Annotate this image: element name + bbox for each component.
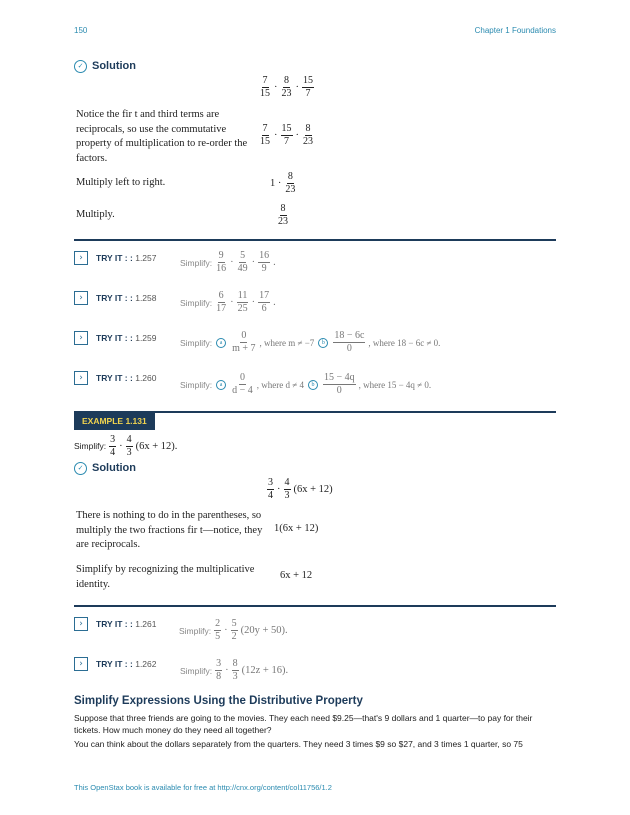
try-it-problem: Simplify: $\frac{2}{5}$ · $\frac{5}{2}$ (20y + 50). <box>179 618 288 642</box>
chevron-right-icon: › <box>74 617 88 631</box>
try-it-label: TRY IT : : 1.261 <box>96 619 157 629</box>
check-circle-icon: ✓ <box>74 60 87 73</box>
solution-step-3-text: Multiply. <box>76 209 115 220</box>
try-it-problem: Simplify: $\frac{3}{8}$ · $\frac{8}{3}$ (12z + 16). <box>180 658 289 682</box>
try-it-label: TRY IT : : 1.259 <box>96 333 157 343</box>
chevron-right-icon: › <box>74 331 88 345</box>
solution-step-2-expression: 1 · $\frac{8}{23}$ <box>270 171 296 195</box>
solution-step-1-text: Notice the fir t and third terms are reciprocals, so use the commutative property of multiplication to re-order the factors. <box>76 109 248 164</box>
page-number: 150 <box>74 26 88 35</box>
try-it-label: TRY IT : : 1.257 <box>96 253 157 263</box>
solution-step-3-expression: $\frac{8}{23}$ <box>278 203 288 227</box>
check-circle-icon: ✓ <box>74 462 87 475</box>
footer-link[interactable]: This OpenStax book is available for free at http://cnx.org/content/col11756/1.2 <box>74 783 332 792</box>
try-it-label: TRY IT : : 1.262 <box>96 659 157 669</box>
solution-heading: Solution <box>92 462 136 474</box>
example-step-0-expression: $\frac{3}{4}$ · $\frac{4}{3}$ (6x + 12) <box>268 477 333 501</box>
solution-step-0-expression: $\frac{7}{15}$ · $\frac{8}{23}$ · $\frac{15}{7}$ <box>260 75 313 99</box>
try-it-label: TRY IT : : 1.258 <box>96 293 157 303</box>
section-title: Simplify Expressions Using the Distributive Property <box>74 695 363 707</box>
example-label: EXAMPLE 1.131 <box>74 412 155 430</box>
try-it-problem: Simplify: a $\frac{0}{d - 4}$ , where d ≠ 4 b $\frac{15 - 4q}{0}$ , where 15 − 4q ≠ 0. <box>180 372 432 396</box>
try-it-label: TRY IT : : 1.260 <box>96 373 157 383</box>
chevron-right-icon: › <box>74 291 88 305</box>
chapter-title: Chapter 1 Foundations <box>474 26 556 35</box>
solution-heading: Solution <box>92 60 136 72</box>
example-step-2-text: Simplify by recognizing the multiplicative identity. <box>76 564 255 590</box>
section-divider <box>74 239 556 241</box>
try-it-problem: Simplify: a $\frac{0}{m + 7}$ , where m ≠ −7 b $\frac{18 - 6c}{0}$ , where 18 − 6c ≠ 0. <box>180 330 441 354</box>
example-prompt: Simplify: $\frac{3}{4}$ · $\frac{4}{3}$ (6x + 12). <box>74 434 178 458</box>
example-divider <box>74 411 556 413</box>
section-paragraph-1: Suppose that three friends are going to the movies. They each need $9.25—that's 9 dollars and 1 quarter—to pay for their tickets. How much money do they need all together? <box>74 713 533 735</box>
solution-step-1-expression: $\frac{7}{15}$ · $\frac{15}{7}$ · $\frac{8}{23}$ <box>260 123 313 147</box>
solution-step-2-text: Multiply left to right. <box>76 177 166 188</box>
try-it-problem: Simplify: $\frac{6}{17}$ · $\frac{11}{25}$ · $\frac{17}{6}$ . <box>180 290 276 314</box>
chevron-right-icon: › <box>74 657 88 671</box>
chevron-right-icon: › <box>74 251 88 265</box>
example-step-1-text: There is nothing to do in the parentheses, so multiply the two fractions fir t—notice, they are reciprocals. <box>76 510 263 550</box>
example-step-2-expression: 6x + 12 <box>280 570 313 581</box>
section-divider <box>74 605 556 607</box>
try-it-problem: Simplify: $\frac{9}{16}$ · $\frac{5}{49}$ · $\frac{16}{9}$ . <box>180 250 276 274</box>
section-paragraph-2: You can think about the dollars separately from the quarters. They need 3 times $9 so $27, and 3 times 1 quarter, so 75 <box>74 739 523 749</box>
example-step-1-expression: 1(6x + 12) <box>274 523 319 534</box>
chevron-right-icon: › <box>74 371 88 385</box>
